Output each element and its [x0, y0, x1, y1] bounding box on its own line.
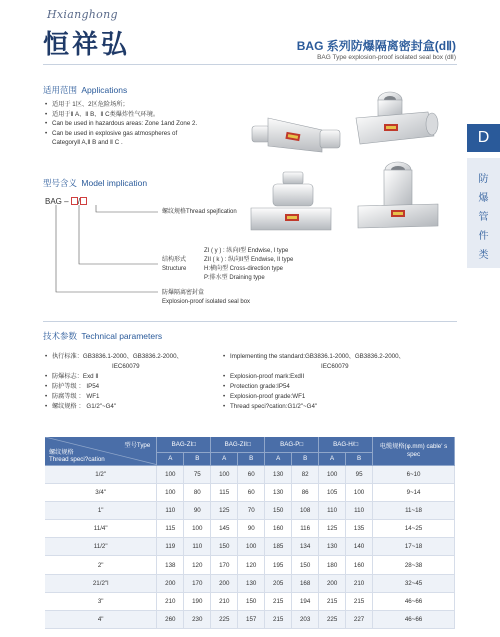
- dimension-cell: 194: [292, 592, 319, 610]
- model-code-box-thread: [77, 197, 87, 206]
- dimension-cell: 110: [346, 501, 373, 519]
- dimension-cell: 119: [157, 538, 184, 556]
- thread-size-cell: 3": [45, 592, 157, 610]
- cable-spec-cell: 32~45: [373, 574, 455, 592]
- list-item-continued: CategoryⅡ A,Ⅱ B and Ⅱ C .: [52, 139, 123, 146]
- dim-a-header: A: [319, 452, 346, 465]
- brand-script-logo: Hxianghong: [47, 8, 118, 21]
- dimension-cell: 215: [265, 592, 292, 610]
- dimension-cell: 100: [211, 465, 238, 483]
- dimension-cell: 100: [346, 483, 373, 501]
- dimension-cell: 110: [184, 538, 211, 556]
- category-char: 件: [478, 231, 489, 242]
- table-row: [45, 483, 455, 501]
- dimension-cell: 150: [211, 538, 238, 556]
- applications-heading-en: Applications: [81, 85, 128, 95]
- dimension-cell: 120: [184, 556, 211, 574]
- dimension-cell: 150: [238, 592, 265, 610]
- dimension-cell: 230: [184, 611, 211, 629]
- list-item: • 适用于 1区、2区危险场所；: [45, 100, 245, 110]
- dimension-cell: 225: [319, 611, 346, 629]
- table-row: [45, 556, 455, 574]
- dimension-cell: 116: [292, 520, 319, 538]
- dimension-cell: 115: [211, 483, 238, 501]
- technical-heading: [43, 330, 162, 342]
- table-row: [45, 501, 455, 519]
- dimension-cell: 200: [319, 574, 346, 592]
- structure-label-en: Structure: [162, 266, 187, 272]
- cable-spec-cell: 11~18: [373, 501, 455, 519]
- list-item: • 适用于Ⅱ A、Ⅱ B、Ⅱ C类爆炸性气环境。: [45, 110, 245, 120]
- brand-chinese-logo: 恒祥弘: [43, 30, 131, 60]
- type-label: 型号Type: [124, 442, 151, 449]
- table-row: [45, 520, 455, 538]
- dimension-cell: 215: [265, 611, 292, 629]
- cable-spec-cell: 46~66: [373, 611, 455, 629]
- product-bag-zi-image: [250, 106, 345, 161]
- dimension-cell: 108: [292, 501, 319, 519]
- dimension-cell: 130: [265, 465, 292, 483]
- dimension-cell: 210: [157, 592, 184, 610]
- section-tab-d[interactable]: D: [467, 124, 500, 152]
- dimension-cell: 130: [265, 483, 292, 501]
- dimension-cell: 60: [238, 483, 265, 501]
- dimension-cell: 110: [319, 501, 346, 519]
- technical-heading-cn: 技术参数: [43, 331, 78, 341]
- product-bag-h-image: [354, 160, 444, 242]
- table-row: [45, 592, 455, 610]
- cable-spec-cell: 17~18: [373, 538, 455, 556]
- list-item: • Thread speci?cation:G1/2"~G4": [223, 402, 458, 412]
- seal-box-label-cn: 防爆隔离密封盒: [162, 290, 205, 296]
- list-item-continued: IEC60079: [112, 363, 140, 370]
- model-header: BAG-P□: [265, 437, 319, 452]
- model-code: [45, 197, 87, 206]
- dimension-cell: 215: [346, 592, 373, 610]
- dimension-cell: 160: [346, 556, 373, 574]
- thread-size-cell: 3/4": [45, 483, 157, 501]
- list-item: • 防护等级 ： IP54: [45, 382, 230, 392]
- dimension-cell: 115: [157, 520, 184, 538]
- thread-size-cell: 1/2": [45, 465, 157, 483]
- thread-size-cell: 1": [45, 501, 157, 519]
- dimension-cell: 145: [211, 520, 238, 538]
- dimension-cell: 120: [238, 556, 265, 574]
- dimension-cell: 210: [346, 574, 373, 592]
- table-row: [45, 611, 455, 629]
- list-item: • Explosion-proof grade:WF1: [223, 392, 458, 402]
- dimension-cell: 110: [157, 501, 184, 519]
- model-heading: [43, 177, 147, 189]
- category-char: 爆: [478, 193, 489, 204]
- dimension-cell: 100: [319, 465, 346, 483]
- category-char: 防: [478, 174, 489, 185]
- thread-size-cell: 11/4": [45, 520, 157, 538]
- list-item: • Can be used in explosive gas atmospheres of: [45, 129, 245, 139]
- dimension-cell: 135: [346, 520, 373, 538]
- technical-divider: [43, 321, 457, 322]
- dimension-cell: 205: [265, 574, 292, 592]
- table-corner-header: [45, 437, 157, 465]
- cable-spec-cell: 46~66: [373, 592, 455, 610]
- cable-spec-cell: 28~38: [373, 556, 455, 574]
- product-bag-p-image: [350, 88, 440, 158]
- dimension-cell: 70: [238, 501, 265, 519]
- category-side-label: [467, 158, 500, 268]
- dimension-cell: 180: [319, 556, 346, 574]
- table-row: [45, 538, 455, 556]
- dimension-cell: 105: [319, 483, 346, 501]
- applications-list: [45, 100, 245, 148]
- list-item: • Implementing the standard:GB3836.1-2000、GB3836.2-2000、: [223, 352, 458, 362]
- dimension-cell: 134: [292, 538, 319, 556]
- dimension-cell: 260: [157, 611, 184, 629]
- dim-a-header: A: [211, 452, 238, 465]
- technical-heading-en: Technical parameters: [81, 331, 163, 341]
- model-header: BAG-ZII□: [211, 437, 265, 452]
- table-row: [45, 574, 455, 592]
- applications-heading-cn: 适用范围: [43, 85, 78, 95]
- cable-spec-header: 电缆规格(φ.mm) cable' s spec: [373, 437, 455, 465]
- dimension-cell: 190: [184, 592, 211, 610]
- dimension-cell: 82: [292, 465, 319, 483]
- dimension-cell: 125: [319, 520, 346, 538]
- thread-size-cell: 11/2": [45, 538, 157, 556]
- applications-heading: [43, 84, 127, 96]
- header-divider: [43, 64, 457, 65]
- cable-spec-cell: 14~25: [373, 520, 455, 538]
- cable-spec-cell: 6~10: [373, 465, 455, 483]
- dimension-cell: 90: [184, 501, 211, 519]
- spec-table: [45, 437, 455, 629]
- list-item: • Protection grade:IP54: [223, 382, 458, 392]
- model-heading-en: Model implication: [81, 178, 148, 188]
- dimension-cell: 200: [157, 574, 184, 592]
- model-heading-cn: 型号含义: [43, 178, 78, 188]
- dimension-cell: 203: [292, 611, 319, 629]
- list-item: • 防腐等级 ： WF1: [45, 392, 230, 402]
- dimension-cell: 168: [292, 574, 319, 592]
- dimension-cell: 150: [265, 501, 292, 519]
- seal-box-label-en: Explosion-proof isolated seal box: [162, 299, 251, 305]
- dimension-cell: 75: [184, 465, 211, 483]
- list-item: • 执行标准：GB3836.1-2000、GB3836.2-2000、: [45, 352, 230, 362]
- dimension-cell: 157: [238, 611, 265, 629]
- structure-zi-line: ZI ( y ) : 纵向I型 Endwise, I type: [204, 248, 289, 254]
- dim-b-header: B: [292, 452, 319, 465]
- dim-a-header: A: [265, 452, 292, 465]
- dimension-cell: 200: [211, 574, 238, 592]
- dimension-cell: 80: [184, 483, 211, 501]
- product-bag-zii-image: [247, 170, 337, 242]
- dimension-cell: 95: [346, 465, 373, 483]
- dimension-cell: 130: [319, 538, 346, 556]
- dimension-cell: 140: [346, 538, 373, 556]
- dim-a-header: A: [157, 452, 184, 465]
- dimension-cell: 86: [292, 483, 319, 501]
- dimension-cell: 60: [238, 465, 265, 483]
- dimension-cell: 100: [157, 465, 184, 483]
- page-title-cn: BAG 系列防爆隔离密封盒(dⅡ): [296, 39, 456, 53]
- technical-list-cn: [45, 352, 230, 412]
- thread-size-cell: 21/2"l: [45, 574, 157, 592]
- product-images: [232, 88, 447, 243]
- structure-label-cn: 结构形式: [162, 257, 187, 263]
- list-item: • 防爆标志：Exd Ⅱ: [45, 372, 230, 382]
- model-code-box-structure: [71, 197, 81, 206]
- dimension-cell: 185: [265, 538, 292, 556]
- list-item: • 螺纹规格 ： G1/2"~G4": [45, 402, 230, 412]
- thread-header: [49, 449, 105, 463]
- structure-p-line: P:排水型 Draining type: [204, 275, 265, 281]
- thread-header-en: Thread speci?cation: [49, 456, 105, 463]
- dimension-cell: 100: [157, 483, 184, 501]
- technical-list-en: [223, 352, 458, 412]
- dimension-cell: 125: [211, 501, 238, 519]
- dimension-cell: 225: [211, 611, 238, 629]
- dimension-cell: 227: [346, 611, 373, 629]
- dimension-cell: 210: [211, 592, 238, 610]
- dimension-cell: 100: [184, 520, 211, 538]
- thread-header-cn: 螺纹规格: [49, 449, 74, 456]
- thread-label-cn: 螺纹规格: [162, 209, 187, 215]
- dimension-cell: 90: [238, 520, 265, 538]
- thread-size-cell: 2": [45, 556, 157, 574]
- page-title-en: BAG Type explosion-proof isolated seal box (dⅡ): [317, 54, 456, 61]
- model-code-prefix: BAG –: [45, 197, 69, 206]
- dimension-cell: 138: [157, 556, 184, 574]
- dim-b-header: B: [184, 452, 211, 465]
- spec-table-body: [45, 465, 455, 629]
- thread-label-en: Thread spejfication: [186, 209, 237, 215]
- model-header: BAG-ZI□: [157, 437, 211, 452]
- cable-spec-cell: 9~14: [373, 483, 455, 501]
- dim-b-header: B: [346, 452, 373, 465]
- dimension-cell: 150: [292, 556, 319, 574]
- dimension-cell: 100: [238, 538, 265, 556]
- model-header: BAG-H/□: [319, 437, 373, 452]
- dimension-cell: 170: [211, 556, 238, 574]
- dimension-cell: 130: [238, 574, 265, 592]
- table-row: [45, 465, 455, 483]
- category-char: 管: [478, 212, 489, 223]
- list-item-continued: IEC60079: [321, 363, 349, 370]
- thread-label: [162, 208, 237, 216]
- dimension-cell: 195: [265, 556, 292, 574]
- thread-size-cell: 4": [45, 611, 157, 629]
- dimension-cell: 170: [184, 574, 211, 592]
- list-item: • Explosion-proof mark:ExdII: [223, 372, 458, 382]
- list-item: • Can be used in hazardous areas: Zone 1and Zone 2.: [45, 119, 245, 129]
- dimension-cell: 215: [319, 592, 346, 610]
- structure-zii-line: ZII ( k ) : 纵向II型 Endwise, II type: [204, 257, 294, 263]
- dim-b-header: B: [238, 452, 265, 465]
- model-code-separator: /: [77, 197, 81, 206]
- structure-h-line: H:横向型 Cross-direction type: [204, 266, 284, 272]
- category-char: 类: [478, 250, 489, 261]
- dimension-cell: 160: [265, 520, 292, 538]
